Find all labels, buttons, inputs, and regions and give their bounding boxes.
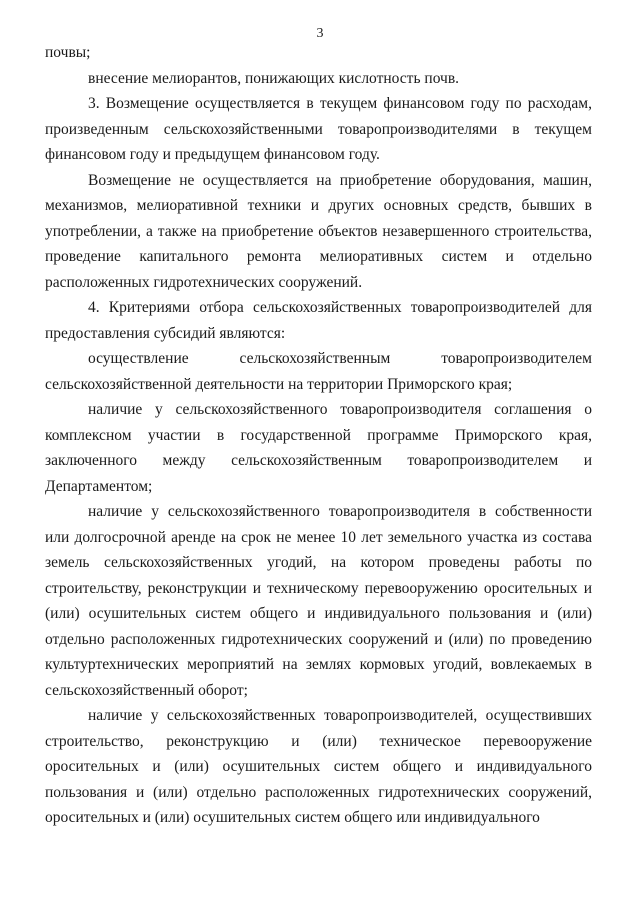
page-number: 3 [316, 26, 324, 41]
paragraph: осуществление сельскохозяйственным товаропроизводителем сельскохозяйственной деятельности на территории Приморского края; [45, 350, 592, 393]
paragraph: наличие у сельскохозяйственного товаропроизводителя соглашения о комплексном участии в государственной программе Приморского края, заключенного между сельскохозяйственным товаропроизводителем и Департаментом; [45, 401, 592, 495]
paragraph: почвы; [45, 44, 91, 61]
paragraph: 3. Возмещение осуществляется в текущем финансовом году по расходам, произведенным сельскохозяйственными товаропроизводителями в текущем финансовом году и предыдущем финансовом году. [45, 95, 592, 163]
paragraph: наличие у сельскохозяйственного товаропроизводителя в собственности или долгосрочной аренде на срок не менее 10 лет земельного участка из состава земель сельскохозяйственных угодий, на котором проведены работы по строительству, реконструкции и техническому перевооружению оросительных и (или) осушительных систем общего и индивидуального пользования и (или) отдельно расположенных гидротехнических сооружений и (или) по проведению культуртехнических мероприятий на землях кормовых угодий, вовлекаемых в сельскохозяйственный оборот; [45, 503, 592, 699]
document-body [45, 40, 592, 831]
paragraph: наличие у сельскохозяйственных товаропроизводителей, осуществивших строительство, реконструкцию и (или) техническое перевооружение оросительных и (или) осушительных систем общего и индивидуального пользования и (или) отдельно расположенных гидротехнических сооружений, оросительных и (или) осушительных систем общего или индивидуального [45, 707, 592, 826]
paragraph: 4. Критериями отбора сельскохозяйственных товаропроизводителей для предоставления субсидий являются: [45, 299, 592, 342]
paragraph: Возмещение не осуществляется на приобретение оборудования, машин, механизмов, мелиоративной техники и других основных средств, бывших в употреблении, а также на приобретение объектов незавершенного строительства, проведение капитального ремонта мелиоративных систем и отдельно расположенных гидротехнических сооружений. [45, 171, 592, 291]
paragraph: внесение мелиорантов, понижающих кислотность почв. [88, 69, 460, 87]
